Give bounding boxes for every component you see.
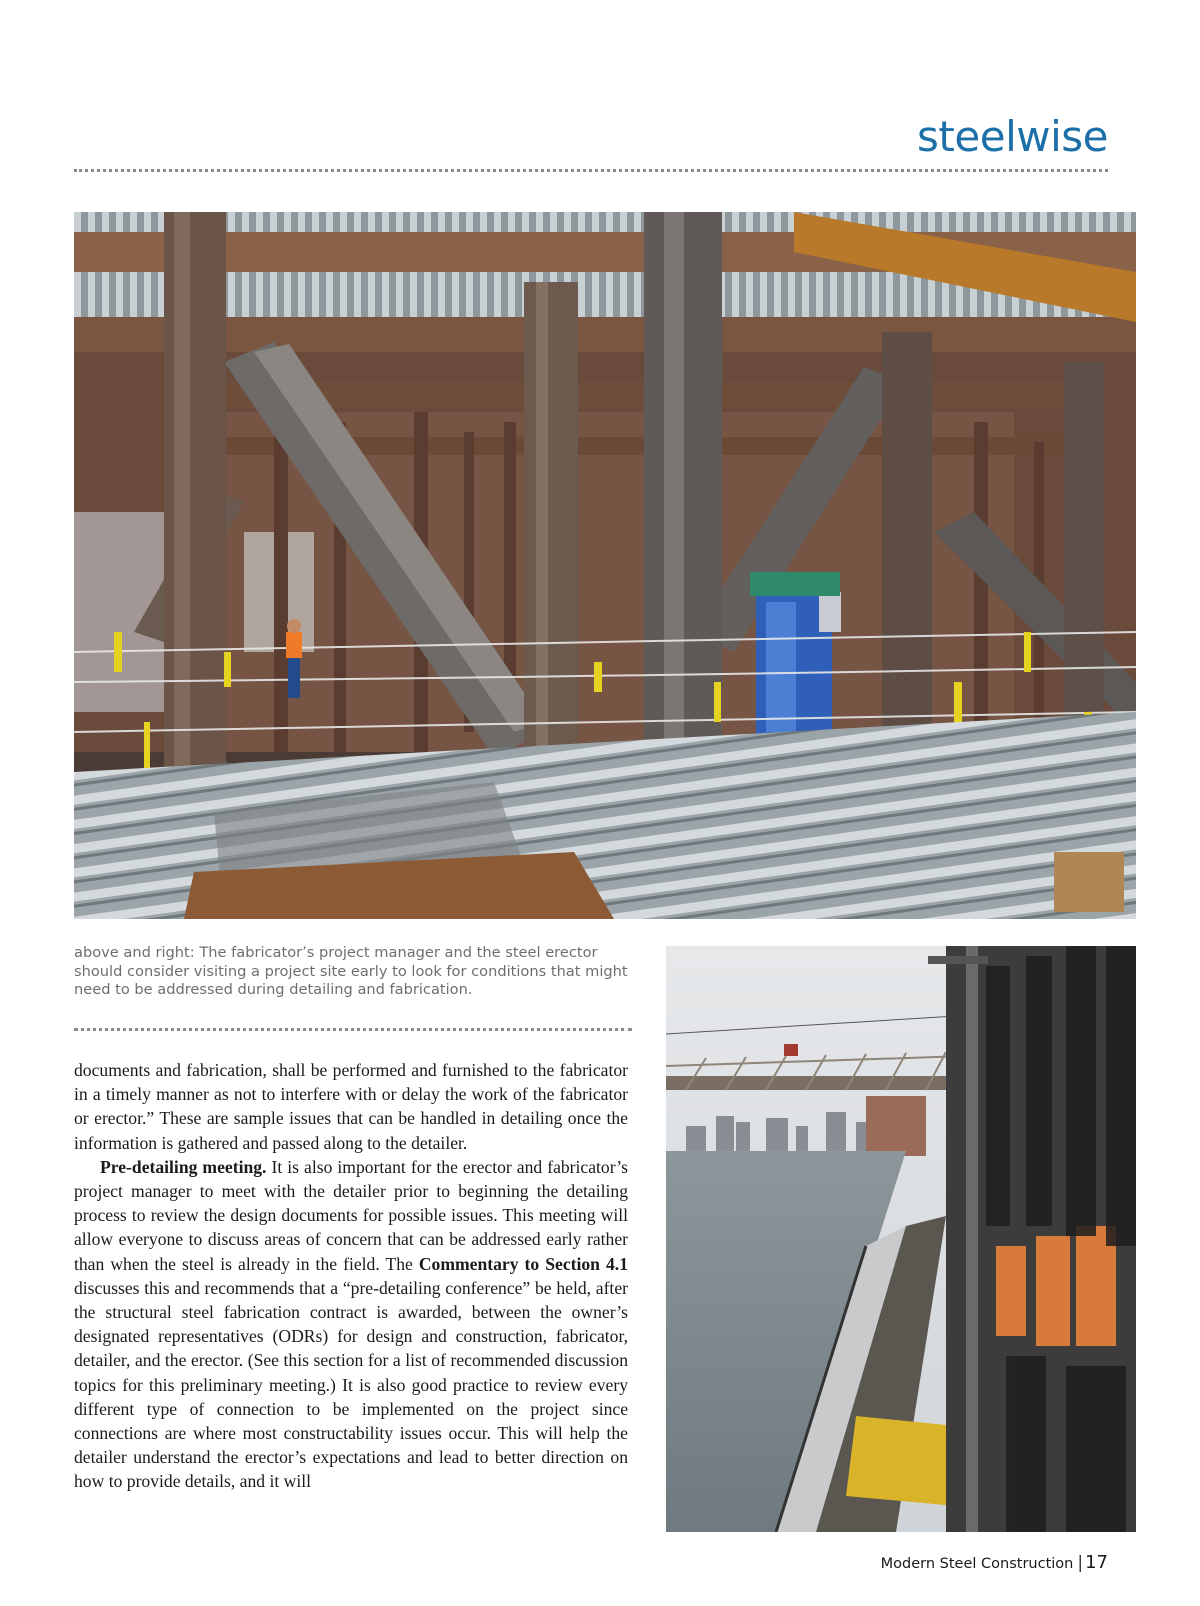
header-divider xyxy=(74,169,1108,172)
subheading-pre-detailing-meeting: Pre-detailing meeting. xyxy=(100,1156,267,1177)
caption-divider xyxy=(74,1028,632,1031)
paragraph-2-text-a: It is also important for the erector and fabricator’s project manager to meet with the detailer prior to beginning the detailing process to review the design documents for possible issues. This meeting will allow everyone to discuss areas of concern that can be addressed early rather than when the steel is already in the field. The xyxy=(74,1156,628,1274)
section-title: steelwise xyxy=(917,112,1108,161)
body-paragraph-2 xyxy=(74,1155,628,1494)
article-body xyxy=(74,1058,628,1494)
riverside-site-photo xyxy=(666,946,1136,1532)
page-number: 17 xyxy=(1085,1552,1108,1573)
photo-caption: above and right: The fabricator’s project manager and the steel erector should consider visiting a project site early to look for conditions that might need to be addressed during detailing and fabrication. xyxy=(74,944,628,998)
footer-separator: | xyxy=(1077,1553,1084,1573)
steel-frame-photo xyxy=(74,212,1136,919)
paragraph-2-text-b: discusses this and recommends that a “pre-detailing conference” be held, after the structural steel fabrication contract is awarded, between the owner’s designated representatives (ODRs) for design and construction, fabricator, detailer, and the erector. (See this section for a list of recommended discussion topics for this preliminary meeting.) It is also good practice to review every different type of connection to be implemented on the project since connections are where most constructability issues occur. This will help the detailer understand the erector’s expectations and lead to better direction on how to provide details, and it will xyxy=(74,1277,628,1492)
body-paragraph-1: documents and fabrication, shall be performed and furnished to the fabricator in a timely manner as not to interfere with or delay the work of the fabricator or erector.” These are sample issues that can be handled in detailing once the information is gathered and passed along to the detailer. xyxy=(74,1060,628,1153)
magazine-name: Modern Steel Construction xyxy=(880,1556,1074,1572)
page-footer xyxy=(881,1552,1108,1573)
commentary-reference: Commentary to Section 4.1 xyxy=(418,1253,628,1274)
